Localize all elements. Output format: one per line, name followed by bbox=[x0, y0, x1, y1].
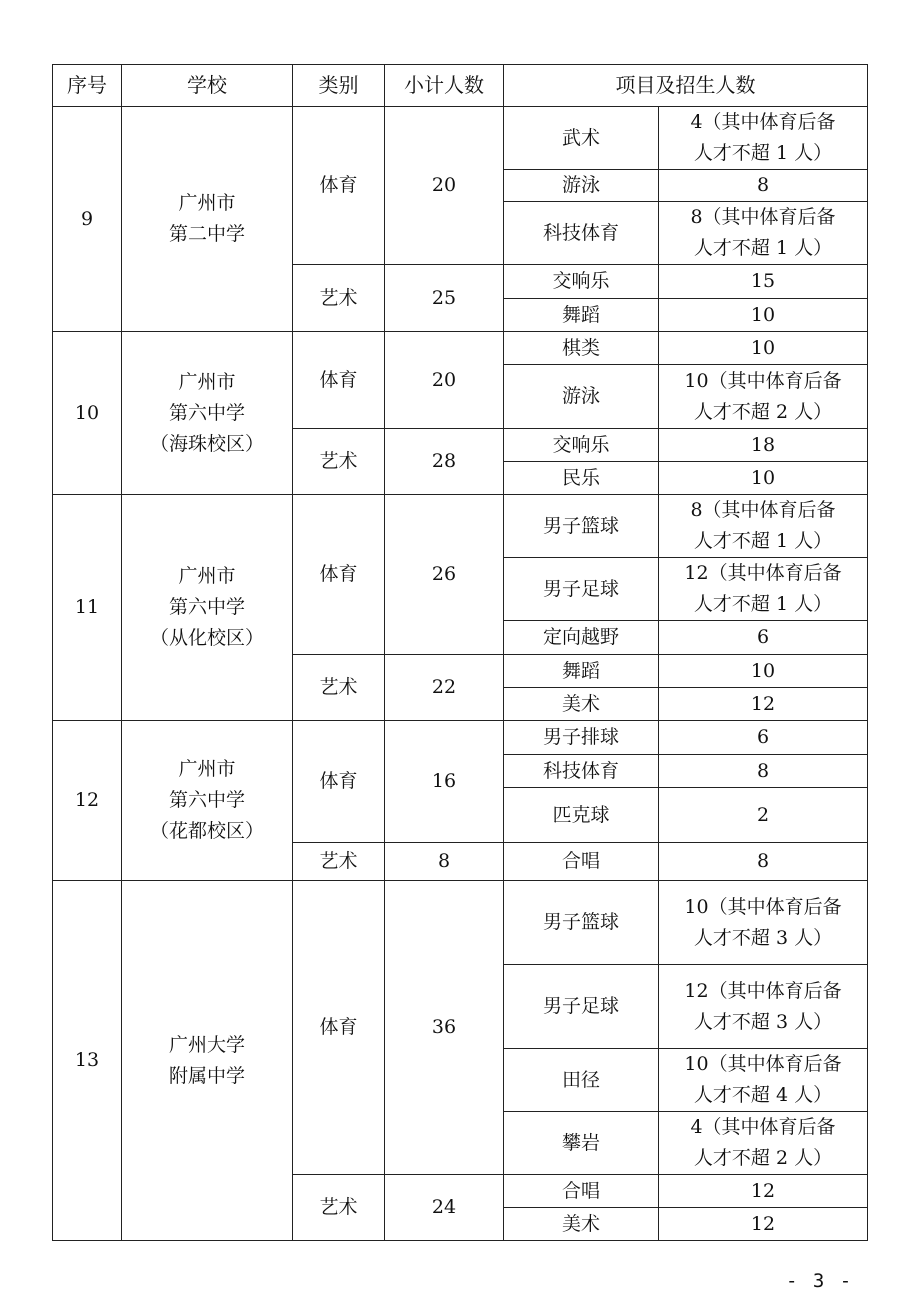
project-quota: 10 bbox=[659, 332, 868, 365]
header-projects: 项目及招生人数 bbox=[504, 65, 868, 107]
category-type: 艺术 bbox=[293, 655, 385, 721]
project-name: 交响乐 bbox=[504, 265, 659, 299]
school-name-line: 第六中学 bbox=[168, 596, 245, 618]
project-quota bbox=[659, 558, 868, 621]
project-quota: 8 bbox=[659, 755, 868, 788]
project-quota: 12 bbox=[659, 1208, 868, 1241]
school-index: 13 bbox=[53, 881, 122, 1241]
project-name: 舞蹈 bbox=[504, 299, 659, 332]
school-name-line: 第六中学 bbox=[168, 401, 245, 424]
project-quota: 10 bbox=[659, 299, 868, 332]
project-name: 游泳 bbox=[504, 170, 659, 202]
project-name: 美术 bbox=[504, 688, 659, 721]
category-count: 24 bbox=[385, 1175, 504, 1241]
school-name-line: 广州市 bbox=[178, 758, 236, 780]
project-name: 男子足球 bbox=[504, 558, 659, 621]
category-count: 16 bbox=[385, 721, 504, 843]
project-name: 田径 bbox=[504, 1049, 659, 1112]
category-type: 艺术 bbox=[293, 843, 385, 881]
project-quota: 15 bbox=[659, 265, 868, 299]
table-row bbox=[53, 332, 868, 365]
school-name bbox=[122, 721, 293, 881]
project-quota bbox=[659, 965, 868, 1049]
project-name: 科技体育 bbox=[504, 202, 659, 265]
school-name-line: 广州大学 bbox=[168, 1033, 245, 1056]
school-name bbox=[122, 881, 293, 1241]
project-name: 民乐 bbox=[504, 462, 659, 495]
project-name: 定向越野 bbox=[504, 621, 659, 655]
category-count: 20 bbox=[385, 107, 504, 265]
quota-line: 10（其中体育后备 bbox=[684, 1053, 842, 1075]
school-name-line: （花都校区） bbox=[149, 820, 264, 842]
quota-line: 人才不超 1 人） bbox=[693, 593, 833, 615]
school-name bbox=[122, 495, 293, 721]
project-name: 游泳 bbox=[504, 365, 659, 429]
project-quota bbox=[659, 1049, 868, 1112]
school-name-line: 第六中学 bbox=[168, 789, 245, 811]
school-name-line: （海珠校区） bbox=[149, 432, 264, 455]
table-row bbox=[53, 495, 868, 558]
category-type: 体育 bbox=[293, 332, 385, 429]
school-index: 12 bbox=[53, 721, 122, 881]
project-quota bbox=[659, 881, 868, 965]
project-quota: 18 bbox=[659, 429, 868, 462]
project-name: 男子足球 bbox=[504, 965, 659, 1049]
quota-line: 10（其中体育后备 bbox=[684, 895, 842, 918]
quota-line: 4（其中体育后备 bbox=[690, 1116, 836, 1138]
header-subtotal: 小计人数 bbox=[385, 65, 504, 107]
quota-line: 人才不超 1 人） bbox=[693, 530, 833, 552]
project-quota: 12 bbox=[659, 688, 868, 721]
project-quota: 10 bbox=[659, 655, 868, 688]
quota-line: 人才不超 3 人） bbox=[693, 1010, 833, 1033]
category-type: 艺术 bbox=[293, 265, 385, 332]
quota-line: 4（其中体育后备 bbox=[690, 111, 836, 133]
project-name: 武术 bbox=[504, 107, 659, 170]
category-type: 体育 bbox=[293, 721, 385, 843]
project-name: 攀岩 bbox=[504, 1112, 659, 1175]
project-quota: 8 bbox=[659, 843, 868, 881]
project-quota: 12 bbox=[659, 1175, 868, 1208]
header-row bbox=[53, 65, 868, 107]
header-school: 学校 bbox=[122, 65, 293, 107]
project-name: 美术 bbox=[504, 1208, 659, 1241]
project-quota bbox=[659, 365, 868, 429]
category-count: 20 bbox=[385, 332, 504, 429]
category-count: 22 bbox=[385, 655, 504, 721]
school-index: 11 bbox=[53, 495, 122, 721]
header-category: 类别 bbox=[293, 65, 385, 107]
quota-line: 8（其中体育后备 bbox=[690, 206, 836, 228]
project-quota bbox=[659, 495, 868, 558]
header-index: 序号 bbox=[53, 65, 122, 107]
project-name: 男子篮球 bbox=[504, 495, 659, 558]
school-name bbox=[122, 107, 293, 332]
category-type: 艺术 bbox=[293, 429, 385, 495]
school-index: 10 bbox=[53, 332, 122, 495]
category-type: 体育 bbox=[293, 107, 385, 265]
category-count: 36 bbox=[385, 881, 504, 1175]
school-name-line: 广州市 bbox=[178, 565, 236, 587]
project-name: 匹克球 bbox=[504, 788, 659, 843]
page-number: - 3 - bbox=[786, 1270, 854, 1292]
school-index: 9 bbox=[53, 107, 122, 332]
enrollment-table bbox=[52, 64, 868, 1241]
project-quota: 6 bbox=[659, 721, 868, 755]
quota-line: 10（其中体育后备 bbox=[684, 369, 842, 392]
project-quota: 6 bbox=[659, 621, 868, 655]
table-row bbox=[53, 881, 868, 965]
school-name-line: 附属中学 bbox=[168, 1064, 245, 1087]
project-name: 男子排球 bbox=[504, 721, 659, 755]
category-type: 体育 bbox=[293, 881, 385, 1175]
project-name: 交响乐 bbox=[504, 429, 659, 462]
quota-line: 人才不超 2 人） bbox=[693, 1147, 833, 1169]
quota-line: 人才不超 2 人） bbox=[693, 400, 833, 423]
project-name: 棋类 bbox=[504, 332, 659, 365]
category-count: 26 bbox=[385, 495, 504, 655]
category-type: 体育 bbox=[293, 495, 385, 655]
quota-line: 8（其中体育后备 bbox=[690, 499, 836, 521]
project-quota: 10 bbox=[659, 462, 868, 495]
table-row bbox=[53, 721, 868, 755]
quota-line: 人才不超 4 人） bbox=[693, 1084, 833, 1106]
project-name: 舞蹈 bbox=[504, 655, 659, 688]
school-name-line: 广州市 bbox=[178, 192, 236, 214]
quota-line: 人才不超 1 人） bbox=[693, 237, 833, 259]
project-name: 男子篮球 bbox=[504, 881, 659, 965]
school-name bbox=[122, 332, 293, 495]
project-quota bbox=[659, 1112, 868, 1175]
project-name: 合唱 bbox=[504, 1175, 659, 1208]
category-count: 28 bbox=[385, 429, 504, 495]
quota-line: 12（其中体育后备 bbox=[684, 562, 842, 584]
project-quota: 2 bbox=[659, 788, 868, 843]
project-name: 合唱 bbox=[504, 843, 659, 881]
school-name-line: （从化校区） bbox=[149, 627, 264, 649]
category-type: 艺术 bbox=[293, 1175, 385, 1241]
project-quota bbox=[659, 202, 868, 265]
project-quota: 8 bbox=[659, 170, 868, 202]
quota-line: 人才不超 3 人） bbox=[693, 926, 833, 949]
category-count: 8 bbox=[385, 843, 504, 881]
category-count: 25 bbox=[385, 265, 504, 332]
project-name: 科技体育 bbox=[504, 755, 659, 788]
table-row bbox=[53, 107, 868, 170]
quota-line: 人才不超 1 人） bbox=[693, 142, 833, 164]
school-name-line: 广州市 bbox=[178, 370, 236, 393]
quota-line: 12（其中体育后备 bbox=[684, 979, 842, 1002]
project-quota bbox=[659, 107, 868, 170]
school-name-line: 第二中学 bbox=[168, 223, 245, 245]
